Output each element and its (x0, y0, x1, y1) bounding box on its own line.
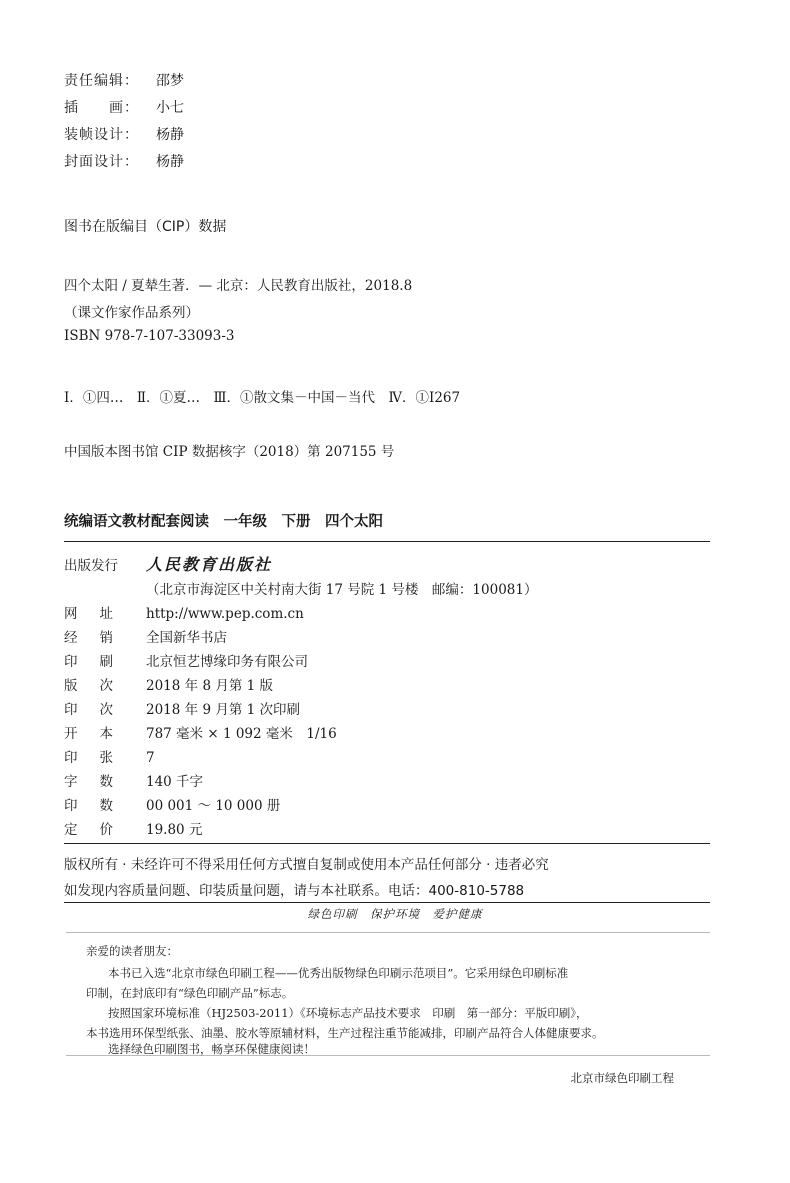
info-label: 经销 (64, 630, 135, 646)
info-label: 印次 (64, 702, 135, 718)
notice-greeting: 亲爱的读者朋友： (86, 944, 178, 958)
info-row-price (64, 818, 202, 838)
info-value: 2018 年 8 月第 1 版 (146, 678, 273, 694)
info-row-format (64, 722, 337, 742)
credit-label: 插 画： (64, 100, 139, 116)
info-value: 140 千字 (146, 774, 204, 790)
info-label: 印刷 (64, 654, 135, 670)
credit-value: 邵梦 (156, 73, 184, 89)
info-row-sheets (64, 746, 155, 766)
divider (64, 541, 710, 542)
cip-title: 图书在版编目（CIP）数据 (64, 219, 227, 235)
info-value: 7 (146, 750, 155, 766)
notice-paragraph-2b: 本书选用环保型纸张、油墨、胶水等原辅材料，生产过程注重节能减排，印刷产品符合人体健康要求。 (86, 1026, 604, 1040)
info-row-distributor (64, 626, 227, 646)
credit-value: 小七 (156, 100, 184, 116)
publisher-row (64, 552, 272, 575)
info-row-word-count (64, 770, 203, 790)
info-value: 00 001 ～ 10 000 册 (146, 798, 281, 814)
publisher-address: （北京市海淀区中关村南大街 17 号院 1 号楼 邮编：100081） (146, 582, 538, 598)
credit-row-binding-design (64, 124, 184, 144)
info-value: http://www.pep.com.cn (146, 606, 304, 622)
info-value: 787 毫米 × 1 092 毫米 1/16 (146, 726, 337, 742)
divider (64, 843, 710, 844)
info-label: 定价 (64, 822, 135, 838)
info-value: 19.80 元 (146, 822, 203, 838)
publisher-label: 出版发行 (64, 558, 118, 574)
credit-row-cover-design (64, 151, 184, 171)
info-row-website (64, 602, 304, 622)
credit-label: 封面设计： (64, 154, 139, 170)
cip-verification: 中国版本图书馆 CIP 数据核字（2018）第 207155 号 (64, 444, 395, 460)
quality-contact: 如发现内容质量问题、印装质量问题，请与本社联系。电话：400-810-5788 (64, 883, 525, 899)
notice-paragraph-1b: 印制，在封底印有“绿色印刷产品”标志。 (86, 986, 294, 1000)
isbn: ISBN 978-7-107-33093-3 (64, 328, 235, 344)
notice-signoff: 北京市绿色印刷工程 (570, 1071, 674, 1085)
cip-line-1: 四个太阳 / 夏辇生著．— 北京：人民教育出版社，2018.8 (64, 278, 413, 294)
series-title: 统编语文教材配套阅读 一年级 下册 四个太阳 (64, 514, 383, 530)
cip-line-2: （课文作家作品系列） (64, 305, 199, 321)
notice-paragraph-2a: 按照国家环境标准（HJ2503-2011）《环境标志产品技术要求 印刷 第一部分：平版印刷》， (108, 1006, 588, 1020)
info-label: 印数 (64, 798, 135, 814)
info-value: 全国新华书店 (146, 630, 227, 646)
info-row-edition (64, 674, 273, 694)
credit-row-illustrator (64, 97, 184, 117)
green-print-notice (66, 932, 710, 1056)
info-value: 北京恒艺博缘印务有限公司 (146, 654, 308, 670)
info-row-printer (64, 650, 308, 670)
info-value: 2018 年 9 月第 1 次印刷 (146, 702, 300, 718)
credit-value: 杨静 (156, 127, 184, 143)
publisher-logo: 人民教育出版社 (146, 555, 273, 574)
green-print-slogan: 绿色印刷 保护环境 爱护健康 (307, 907, 483, 921)
info-label: 印张 (64, 750, 135, 766)
info-label: 开本 (64, 726, 135, 742)
info-row-printing (64, 698, 300, 718)
cip-classification: Ⅰ．①四… Ⅱ．①夏… Ⅲ．①散文集－中国－当代 Ⅳ．①Ⅰ267 (64, 390, 461, 406)
credit-row-editor (64, 70, 184, 90)
copyright-notice: 版权所有 · 未经许可不得采用任何方式擅自复制或使用本产品任何部分 · 违者必究 (64, 857, 549, 873)
credit-label: 装帧设计： (64, 127, 139, 143)
notice-paragraph-3: 选择绿色印刷图书，畅享环保健康阅读！ (108, 1042, 315, 1056)
info-label: 网址 (64, 606, 135, 622)
divider (64, 902, 710, 903)
info-label: 版次 (64, 678, 135, 694)
notice-paragraph-1a: 本书已入选“北京市绿色印刷工程——优秀出版物绿色印刷示范项目”。它采用绿色印刷标准 (108, 966, 569, 980)
credit-label: 责任编辑： (64, 73, 139, 89)
info-row-print-run (64, 794, 280, 814)
credit-value: 杨静 (156, 154, 184, 170)
info-label: 字数 (64, 774, 135, 790)
